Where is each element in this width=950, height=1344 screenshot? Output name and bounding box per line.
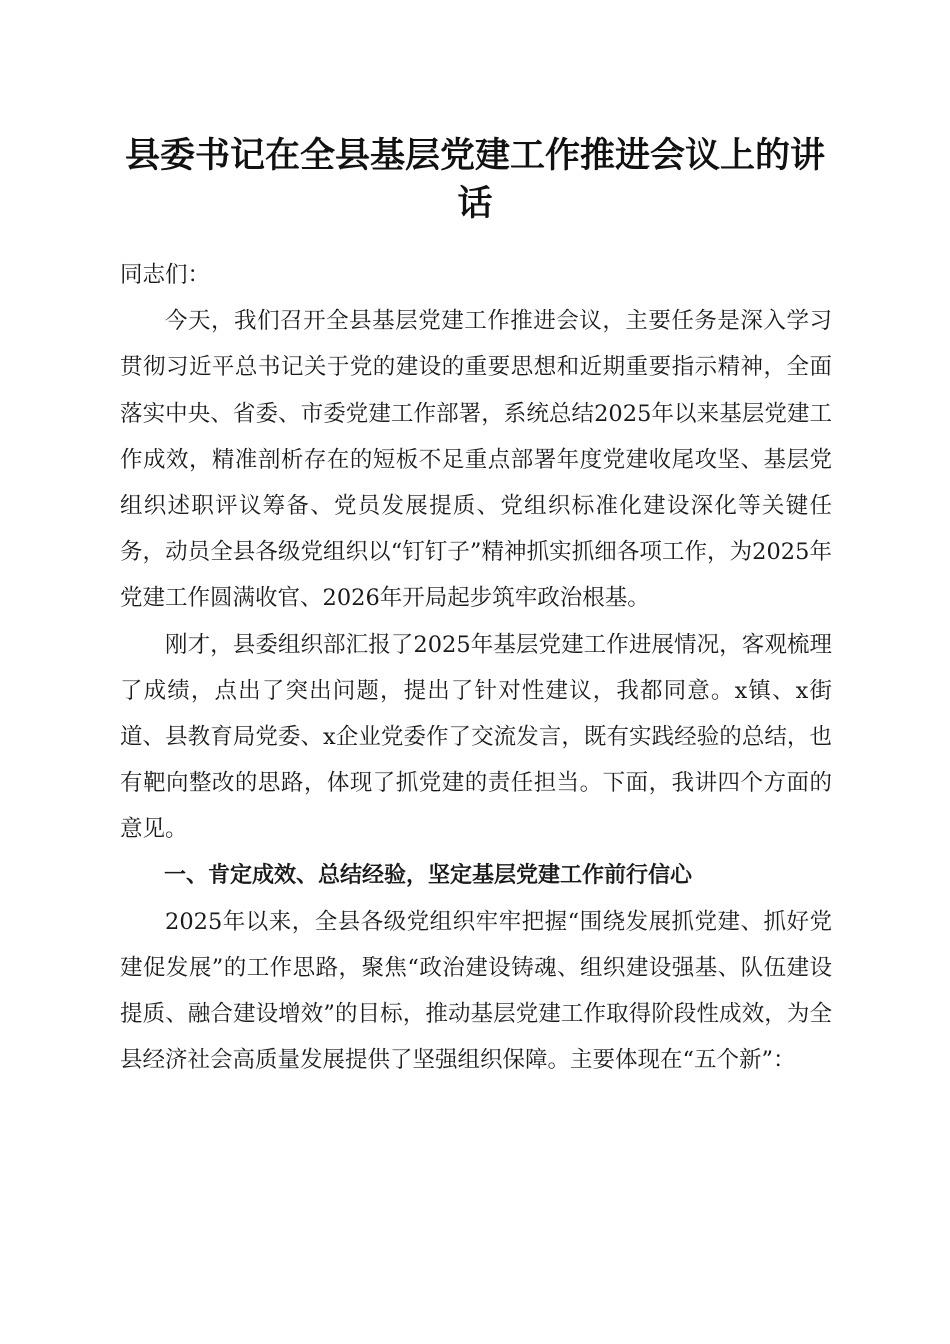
second-paragraph: 刚才，县委组织部汇报了2025年基层党建工作进展情况，客观梳理了成绩，点出了突出问题，提出了针对性建议，我都同意。x镇、x街道、县教育局党委、x企业党委作了交流发言，既有实践经验的总结，也有靶向整改的思路，体现了抓党建的责任担当。下面，我讲四个方面的意见。: [120, 631, 832, 843]
salutation: 同志们：: [120, 262, 211, 288]
document-body: [120, 252, 832, 1084]
document-title: 县委书记在全县基层党建工作推进会议上的讲话: [124, 135, 825, 224]
section-heading: 一、肯定成效、总结经验，坚定基层党建工作前行信心: [164, 862, 693, 888]
opening-paragraph: 今天，我们召开全县基层党建工作推进会议，主要任务是深入学习贯彻习近平总书记关于党的建设的重要思想和近期重要指示精神，全面落实中央、省委、市委党建工作部署，系统总结2025年以来基层党建工作成效，精准剖析存在的短板不足重点部署年度党建收尾攻坚、基层党组织述职评议筹备、党员发展提质、党组织标准化建设深化等关键任务，动员全县各级党组织以“钉钉子”精神抓实抓细各项工作，为2025年党建工作圆满收官、2026年开局起步筑牢政治根基。: [120, 308, 832, 612]
section-paragraph: 2025年以来，全县各级党组织牢牢把握“围绕发展抓党建、抓好党建促发展”的工作思路，聚焦“政治建设铸魂、组织建设强基、队伍建设提质、融合建设增效”的目标，推动基层党建工作取得阶段性成效，为全县经济社会高质量发展提供了坚强组织保障。主要体现在“五个新”：: [120, 908, 832, 1074]
